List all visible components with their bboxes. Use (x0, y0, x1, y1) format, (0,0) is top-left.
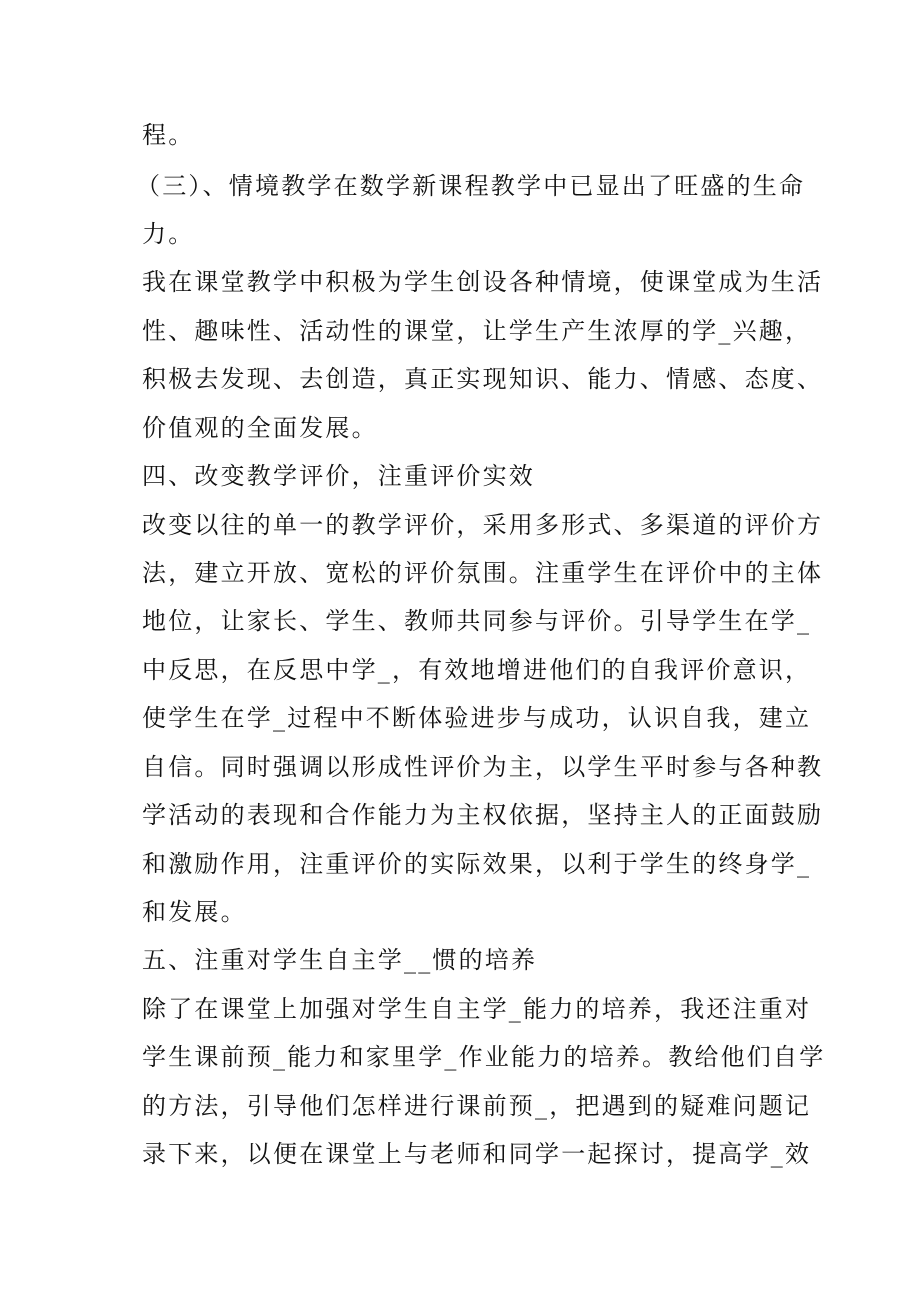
text-line: 我在课堂教学中积极为学生创设各种情境，使课堂成为生活 (142, 268, 824, 296)
text-line: 学生课前预_能力和家里学_作业能力的培养。教给他们自学 (142, 1043, 826, 1071)
text-line: 的方法，引导他们怎样进行课前预_，把遇到的疑难问题记 (142, 1092, 812, 1120)
text-line: 中反思，在反思中学_，有效地增进他们的自我评价意识， (142, 656, 812, 684)
text-line: 价值观的全面发展。 (142, 414, 378, 442)
text-line: 法，建立开放、宽松的评价氛围。注重学生在评价中的主体 (142, 559, 824, 587)
text-line: 改变以往的单一的教学评价，采用多形式、多渠道的评价方 (142, 511, 824, 539)
text-line: 和发展。 (142, 898, 247, 926)
text-line: 地位，让家长、学生、教师共同参与评价。引导学生在学_ (142, 607, 812, 635)
section-heading-5: 五、注重对学生自主学__惯的培养 (142, 946, 538, 974)
text-line: 学活动的表现和合作能力为主权依据，坚持主人的正面鼓励 (142, 801, 824, 829)
text-line: 和激励作用，注重评价的实际效果，以利于学生的终身学_ (142, 850, 812, 878)
text-line: 性、趣味性、活动性的课堂，让学生产生浓厚的学_兴趣， (142, 317, 812, 345)
section-heading-3: （三）、情境教学在数学新课程教学中已显出了旺盛的生命 (136, 172, 806, 200)
text-line: 录下来，以便在课堂上与老师和同学一起探讨，提高学_效 (142, 1140, 812, 1168)
text-line: 积极去发现、去创造，真正实现知识、能力、情感、态度、 (142, 365, 824, 393)
text-line: 使学生在学_过程中不断体验进步与成功，认识自我，建立 (142, 704, 812, 732)
text-line: 力。 (142, 220, 195, 248)
text-line: 自信。同时强调以形成性评价为主，以学生平时参与各种教 (142, 753, 824, 781)
text-line: 程。 (142, 121, 195, 149)
section-heading-4: 四、改变教学评价，注重评价实效 (142, 462, 535, 490)
text-line: 除了在课堂上加强对学生自主学_能力的培养，我还注重对 (142, 995, 812, 1023)
